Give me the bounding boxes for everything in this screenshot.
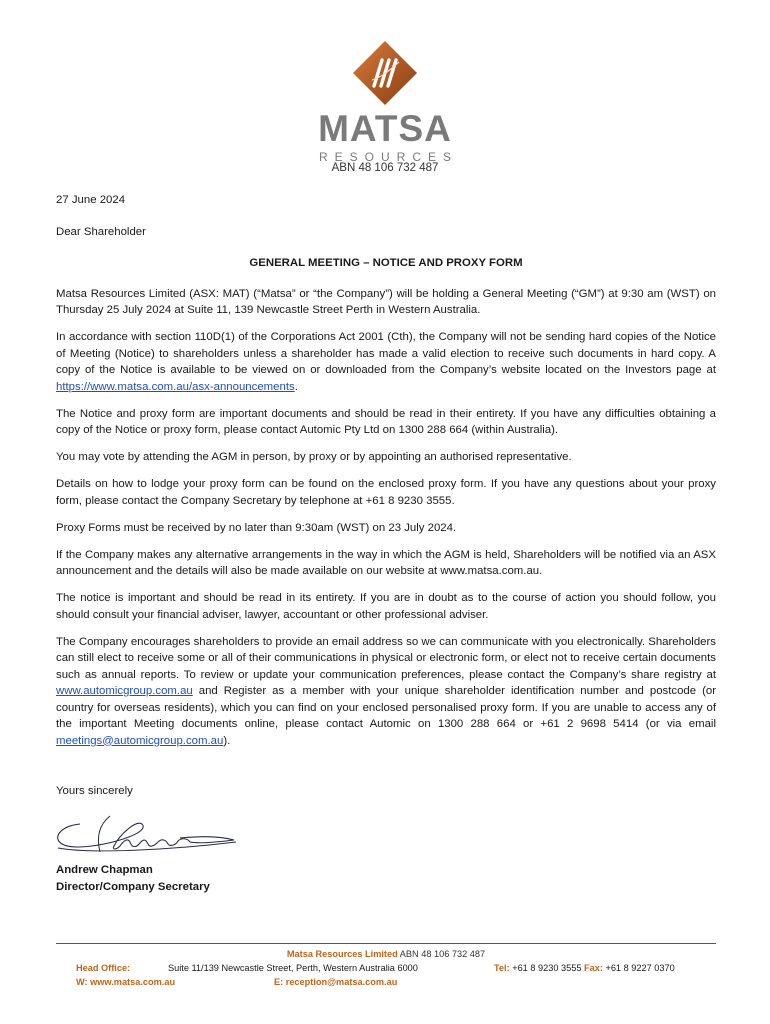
paragraph-communications [56, 634, 716, 750]
paragraph-proxy-deadline: Proxy Forms must be received by no later than 9:30am (WST) on 23 July 2024. [56, 521, 457, 534]
signer-title: Director/Company Secretary [56, 880, 210, 893]
paragraph-important-documents: The Notice and proxy form are important documents and should be read in their entirety. If you have any difficulties obtaining a copy of the Notice or proxy form, please contact Automic Pty Ltd on 1300 288 664 (within Australia). [56, 407, 716, 436]
asx-announcements-link[interactable]: https://www.matsa.com.au/asx-announcements [56, 380, 295, 393]
automic-website-link[interactable]: www.automicgroup.com.au [56, 685, 193, 697]
email-address[interactable]: reception@matsa.com.au [283, 977, 398, 987]
handwritten-signature [50, 810, 240, 858]
head-office-address: Suite 11/139 Newcastle Street, Perth, Western Australia 6000 [168, 963, 418, 973]
footer-office-row [56, 961, 716, 975]
footer-email [274, 975, 397, 989]
letter-heading: GENERAL MEETING – NOTICE AND PROXY FORM [249, 257, 523, 269]
web-address[interactable]: www.matsa.com.au [87, 977, 176, 987]
matsa-diamond-logo-icon [352, 40, 418, 106]
letter-date: 27 June 2024 [56, 194, 126, 206]
logo-company-sub: RESOURCES [318, 150, 458, 164]
footer-website [76, 975, 175, 989]
p9-text: The Company encourages shareholders to provide an email address so we can communicate with you electronically. Shareholders can still elect to receive some or all of their communications in physical or electronic form, or elect not to receive certain documents such as annual reports. To review or update your communication preferences, please contact the Company’s share registry at [56, 635, 716, 681]
fax-label: Fax: [584, 963, 603, 973]
p2-end: . [294, 380, 298, 393]
footer-abn: ABN 48 106 732 487 [397, 949, 486, 959]
paragraph-alternative-arrangements: If the Company makes any alternative arrangements in the way in which the AGM is held, Shareholders will be notified via an ASX announcement and the details will also be made available on our website at www.matsa.com.au. [56, 548, 716, 577]
header-abn: ABN 48 106 732 487 [331, 162, 439, 174]
email-label: E: [274, 977, 284, 987]
letter-body [56, 192, 716, 895]
paragraph-read-notice: The notice is important and should be read in its entirety. If you are in doubt as to the course of action you should follow, you should consult your financial adviser, lawyer, accountant or other professional adviser. [56, 592, 716, 621]
footer-company-line [56, 947, 716, 961]
p9-end: ). [223, 734, 231, 747]
head-office-label: Head Office: [76, 963, 131, 973]
paragraph-voting: You may vote by attending the AGM in person, by proxy or by appointing an authorised representative. [56, 451, 572, 463]
p9-text-middle: and Register as a member with your unique shareholder identification number and postcode (or country for overseas residents), which you can find on your enclosed personalised proxy form. If you are unable to access any of the important Meeting documents online, please contact Automic on 1300 288 664 or +61 2 9698 5414 (or via email [56, 685, 716, 730]
paragraph-meeting-details: Matsa Resources Limited (ASX: MAT) (“Matsa” or “the Company”) will be holding a General Meeting (“GM”) at 9:30 am (WST) on Thursday 25 July 2024 at Suite 11, 139 Newcastle Street Perth in Western Australia. [56, 287, 716, 316]
meetings-email-link[interactable]: meetings@automicgroup.com.au [56, 734, 224, 747]
paragraph-proxy-lodge: Details on how to lodge your proxy form can be found on the enclosed proxy form. If you have any questions about your proxy form, please contact the Company Secretary by telephone at +61 8 9230 3555. [56, 478, 716, 507]
footer-phone [494, 961, 675, 975]
web-label: W: [76, 977, 88, 987]
footer-brand: Matsa Resources Limited [286, 949, 398, 959]
fax-number: +61 8 9227 0370 [602, 963, 675, 973]
paragraph-notice-availability [56, 329, 716, 395]
tel-label: Tel: [494, 963, 510, 973]
company-logo [0, 40, 770, 164]
letter-closing: Yours sincerely [56, 785, 133, 797]
letter-greeting: Dear Shareholder [56, 225, 146, 238]
p2-text: In accordance with section 110D(1) of the Corporations Act 2001 (Cth), the Company will not be sending hard copies of the Notice of Meeting (Notice) to shareholders unless a shareholder has made a valid election to receive such documents in hard copy. A copy of the Notice is available to be viewed on or downloaded from the Company’s website located on the Investors page at [56, 331, 716, 376]
signer-name: Andrew Chapman [56, 864, 153, 876]
footer [56, 943, 716, 989]
logo-company-name: MATSA [318, 108, 452, 149]
tel-number: +61 8 9230 3555 [509, 963, 584, 973]
footer-contact-row [56, 975, 716, 989]
